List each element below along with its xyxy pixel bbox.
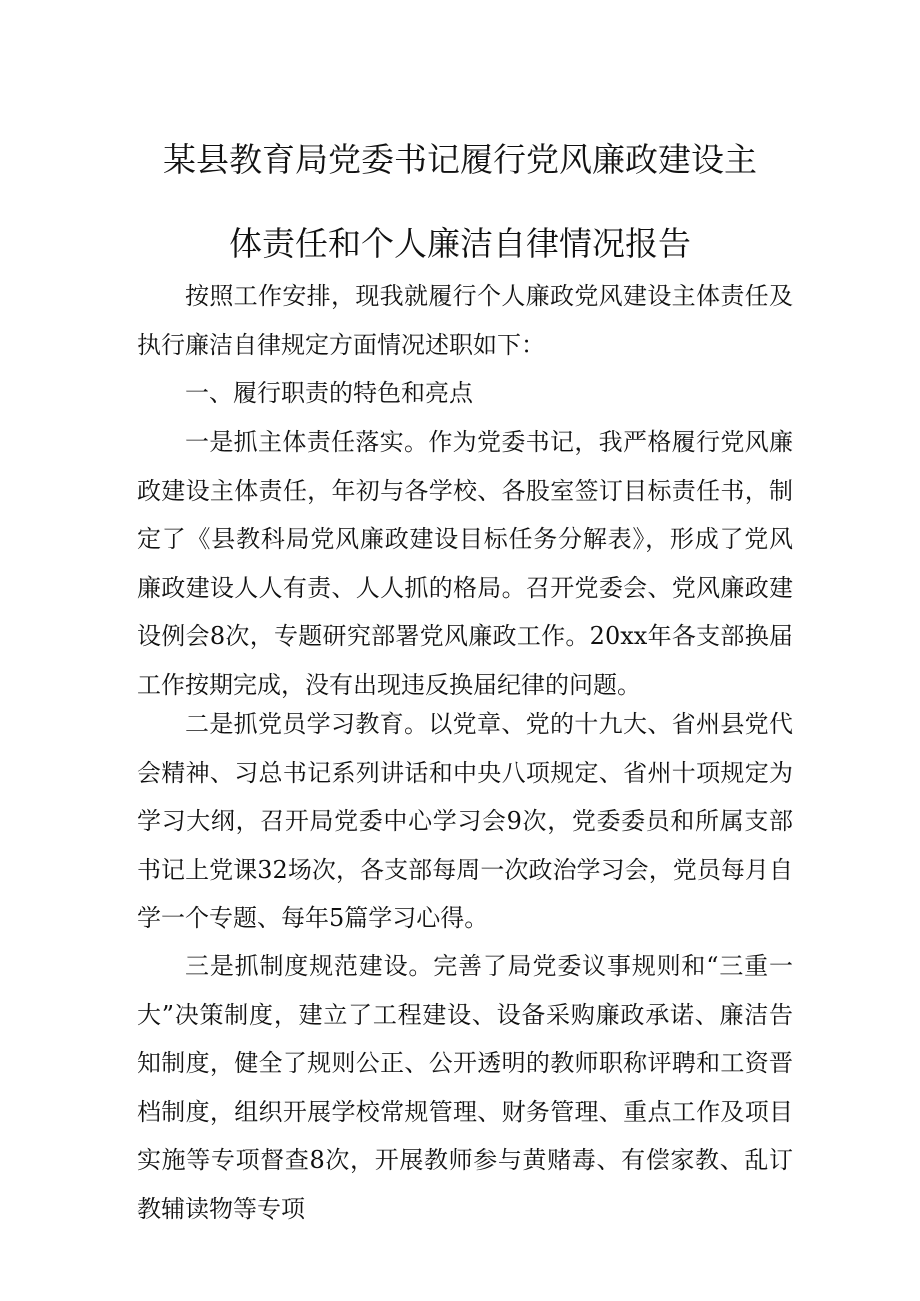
paragraph-responsibility: 一是抓主体责任落实。作为党委书记，我严格履行党风廉政建设主体责任，年初与各学校、各股室签订目标责任书，制定了《县教科局党风廉政建设目标任务分解表》，形成了党风廉政建设人人有责、人人抓的格局。召开党委会、党风廉政建设例会8次，专题研究部署党风廉政工作。20xx年各支部换届工作按期完成，没有出现违反换届纪律的问题。 xyxy=(137,428,793,699)
section-heading: 一、履行职责的特色和亮点 xyxy=(185,379,473,407)
document-title-line-2: 体责任和个人廉洁自律情况报告 xyxy=(229,224,691,263)
intro-paragraph: 按照工作安排，现我就履行个人廉政党风建设主体责任及执行廉洁自律规定方面情况述职如下： xyxy=(137,282,793,359)
paragraph-system-building: 三是抓制度规范建设。完善了局党委议事规则和“三重一大”决策制度，建立了工程建设、设备采购廉政承诺、廉洁告知制度，健全了规则公正、公开透明的教师职称评聘和工资晋档制度，组织开展学校常规管理、财务管理、重点工作及项目实施等专项督查8次，开展教师参与黄赌毒、有偿家教、乱订教辅读物等专项 xyxy=(137,952,793,1223)
document-title-line-1: 某县教育局党委书记履行党风廉政建设主 xyxy=(163,140,757,179)
paragraph-party-education: 二是抓党员学习教育。以党章、党的十九大、省州县党代会精神、习总书记系列讲话和中央八项规定、省州十项规定为学习大纲，召开局党委中心学习会9次，党委委员和所属支部书记上党课32场次，各支部每周一次政治学习会，党员每月自学一个专题、每年5篇学习心得。 xyxy=(137,710,793,933)
